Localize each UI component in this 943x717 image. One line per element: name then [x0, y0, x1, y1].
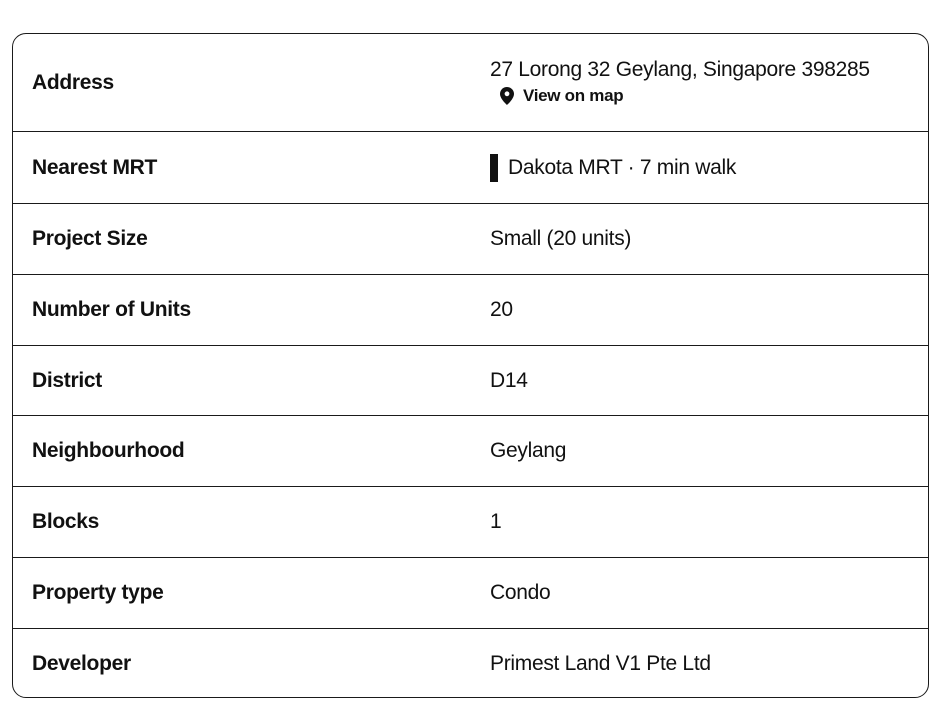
project-size-value: Small (20 units) — [490, 227, 632, 250]
detail-row-number-of-units — [13, 275, 928, 346]
address-label: Address — [32, 70, 114, 94]
blocks-label: Blocks — [32, 510, 100, 533]
number-of-units-label: Number of Units — [32, 298, 191, 321]
detail-row-developer — [13, 629, 928, 698]
developer-label: Developer — [32, 652, 131, 675]
mrt-line-marker-icon — [490, 154, 498, 182]
detail-row-nearest-mrt — [13, 132, 928, 204]
detail-row-property-type — [13, 558, 928, 629]
district-label: District — [32, 368, 102, 392]
district-value: D14 — [490, 368, 528, 392]
detail-row-neighbourhood — [13, 416, 928, 487]
number-of-units-value: 20 — [490, 298, 513, 321]
developer-value: Primest Land V1 Pte Ltd — [490, 652, 711, 675]
map-pin-icon — [500, 87, 514, 105]
address-value-block — [490, 58, 870, 106]
detail-row-address — [13, 34, 928, 132]
neighbourhood-value: Geylang — [490, 439, 567, 462]
neighbourhood-label: Neighbourhood — [32, 439, 185, 462]
nearest-mrt-label: Nearest MRT — [32, 155, 158, 179]
project-details-card — [12, 33, 929, 698]
nearest-mrt-value: Dakota MRT · 7 min walk — [508, 155, 737, 179]
nearest-mrt-value-block — [490, 154, 736, 182]
view-on-map-link[interactable] — [500, 86, 870, 106]
property-type-label: Property type — [32, 581, 164, 604]
detail-row-district — [13, 346, 928, 416]
blocks-value: 1 — [490, 510, 502, 533]
project-size-label: Project Size — [32, 227, 148, 250]
address-value: 27 Lorong 32 Geylang, Singapore 398285 — [490, 58, 870, 81]
detail-row-blocks — [13, 487, 928, 558]
view-on-map-label: View on map — [523, 86, 624, 105]
detail-row-project-size — [13, 204, 928, 275]
property-type-value: Condo — [490, 581, 551, 604]
